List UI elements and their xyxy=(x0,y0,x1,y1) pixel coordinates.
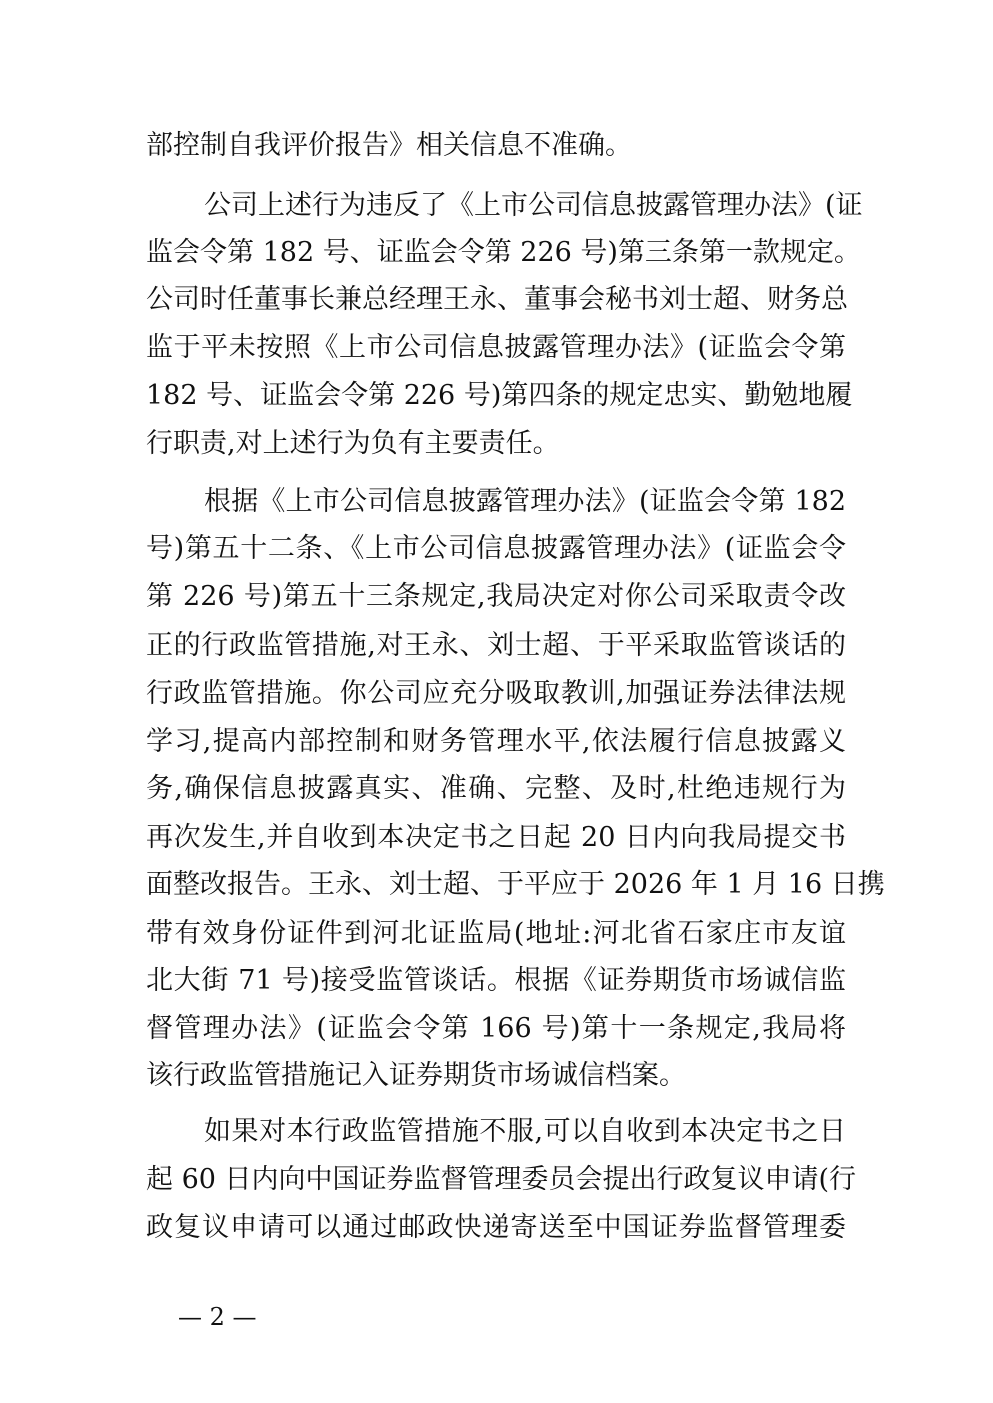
text-line: 如果对本行政监管措施不服,可以自收到本决定书之日 xyxy=(204,1116,846,1147)
text-line: 行政监管措施。你公司应充分吸取教训,加强证券法律法规 xyxy=(146,678,846,709)
text-line: 根据《上市公司信息披露管理办法》(证监会令第 182 xyxy=(204,486,846,517)
text-line: 第 226 号)第五十三条规定,我局决定对你公司采取责令改 xyxy=(146,581,846,612)
text-line: 政复议申请可以通过邮政快递寄送至中国证券监督管理委 xyxy=(146,1212,846,1243)
text-line: 起 60 日内向中国证券监督管理委员会提出行政复议申请(行 xyxy=(146,1164,857,1195)
text-line: 部控制自我评价报告》相关信息不准确。 xyxy=(146,130,632,161)
text-line: 正的行政监管措施,对王永、刘士超、于平采取监管谈话的 xyxy=(146,630,846,661)
text-line: 监于平未按照《上市公司信息披露管理办法》(证监会令第 xyxy=(146,332,846,363)
text-line: 行职责,对上述行为负有主要责任。 xyxy=(146,428,560,459)
text-line: 182 号、证监会令第 226 号)第四条的规定忠实、勤勉地履 xyxy=(146,380,853,411)
text-line: 带有效身份证件到河北证监局(地址:河北省石家庄市友谊 xyxy=(146,918,846,949)
text-line: 监会令第 182 号、证监会令第 226 号)第三条第一款规定。 xyxy=(146,237,861,268)
text-line: 公司时任董事长兼总经理王永、董事会秘书刘士超、财务总 xyxy=(146,284,848,315)
text-line: 学习,提高内部控制和财务管理水平,依法履行信息披露义 xyxy=(146,726,846,757)
text-line: 号)第五十二条、《上市公司信息披露管理办法》(证监会令 xyxy=(146,533,846,564)
text-line: 务,确保信息披露真实、准确、完整、及时,杜绝违规行为 xyxy=(146,773,846,804)
text-line: 再次发生,并自收到本决定书之日起 20 日内向我局提交书 xyxy=(146,822,846,853)
text-line: 公司上述行为违反了《上市公司信息披露管理办法》(证 xyxy=(204,190,863,221)
text-line: 面整改报告。王永、刘士超、于平应于 2026 年 1 月 16 日携 xyxy=(146,869,885,900)
text-line: 北大街 71 号)接受监管谈话。根据《证券期货市场诚信监 xyxy=(146,965,846,996)
text-line: 督管理办法》(证监会令第 166 号)第十一条规定,我局将 xyxy=(146,1013,846,1044)
text-line: 该行政监管措施记入证券期货市场诚信档案。 xyxy=(146,1060,686,1091)
page-number: — 2 — xyxy=(178,1303,257,1331)
